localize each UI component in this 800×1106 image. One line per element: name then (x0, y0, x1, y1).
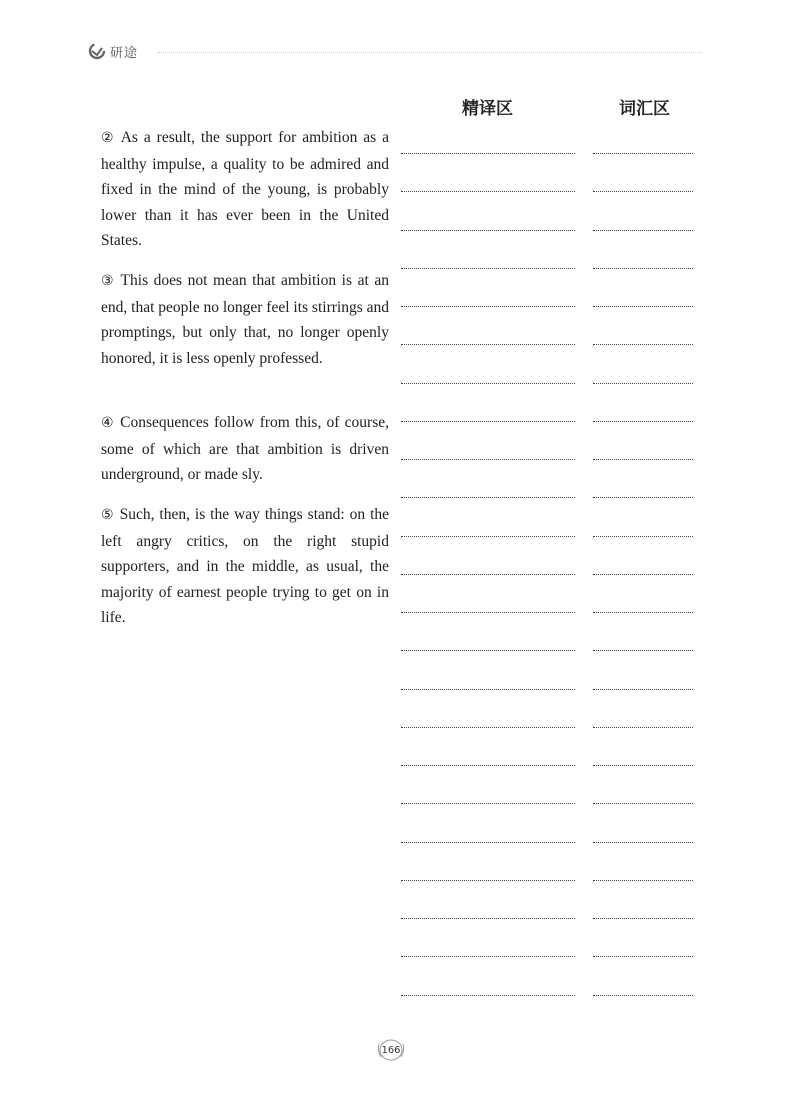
vocab-writing-line (593, 536, 693, 537)
translation-writing-line (401, 230, 575, 231)
translation-writing-line (401, 191, 575, 192)
translation-writing-line (401, 574, 575, 575)
brand-text: 研途 (110, 45, 139, 61)
vocab-writing-line (593, 574, 693, 575)
translation-writing-line (401, 803, 575, 804)
vocab-writing-line (593, 880, 693, 881)
vocab-writing-line (593, 306, 693, 307)
paragraph (101, 410, 389, 488)
translation-writing-line (401, 421, 575, 422)
vocab-writing-line (593, 727, 693, 728)
page-number-badge (375, 1037, 407, 1063)
paragraph (101, 125, 389, 254)
translation-writing-line (401, 306, 575, 307)
translation-writing-line (401, 956, 575, 957)
translation-writing-line (401, 995, 575, 996)
vocab-writing-line (593, 344, 693, 345)
vocab-writing-line (593, 803, 693, 804)
paragraph-number: ④ (101, 415, 115, 431)
paragraph (101, 268, 389, 371)
vocab-writing-line (593, 918, 693, 919)
paragraph-text: This does not mean that ambition is at an end, that people no longer feel its stirrings and promptings, but only that, no longer openly honored, it is less openly professed. (101, 272, 389, 367)
page-number: 166 (381, 1044, 401, 1056)
vocab-writing-line (593, 842, 693, 843)
brand-logo (88, 40, 138, 62)
vocab-writing-line (593, 459, 693, 460)
translation-writing-line (401, 536, 575, 537)
translation-writing-line (401, 268, 575, 269)
translation-writing-line (401, 918, 575, 919)
translation-writing-line (401, 153, 575, 154)
vocab-writing-line (593, 497, 693, 498)
translation-writing-line (401, 727, 575, 728)
paragraph-number: ⑤ (101, 507, 115, 523)
vocab-column-heading: 词汇区 (619, 99, 670, 119)
translation-column-heading: 精译区 (462, 99, 513, 119)
vocab-writing-line (593, 191, 693, 192)
vocab-writing-line (593, 689, 693, 690)
paragraph-number: ② (101, 130, 116, 146)
vocab-writing-line (593, 650, 693, 651)
translation-writing-line (401, 842, 575, 843)
translation-writing-line (401, 765, 575, 766)
paragraph-text: Such, then, is the way things stand: on the left angry critics, on the right stupid supporters, and in the middle, as usual, the majority of earnest people trying to get on in life. (101, 506, 390, 626)
translation-writing-line (401, 344, 575, 345)
vocab-writing-line (593, 230, 693, 231)
vocab-writing-line (593, 956, 693, 957)
translation-writing-line (401, 880, 575, 881)
translation-writing-line (401, 612, 575, 613)
translation-writing-line (401, 383, 575, 384)
vocab-writing-line (593, 995, 693, 996)
vocab-writing-line (593, 765, 693, 766)
translation-writing-line (401, 459, 575, 460)
header-divider (158, 52, 702, 53)
paragraph-text: Consequences follow from this, of course, some of which are that ambition is driven underground, or made sly. (101, 414, 389, 483)
vocab-writing-line (593, 383, 693, 384)
paragraph-text: As a result, the support for ambition as a healthy impulse, a quality to be admired and fixed in the mind of the young, is probably lower than it has ever been in the United States. (101, 129, 389, 249)
paragraph (101, 502, 389, 631)
translation-writing-line (401, 689, 575, 690)
swirl-logo-icon (88, 42, 106, 60)
translation-writing-line (401, 650, 575, 651)
vocab-writing-line (593, 153, 693, 154)
vocab-writing-line (593, 421, 693, 422)
vocab-writing-line (593, 268, 693, 269)
translation-writing-line (401, 497, 575, 498)
vocab-writing-line (593, 612, 693, 613)
paragraph-number: ③ (101, 273, 116, 289)
